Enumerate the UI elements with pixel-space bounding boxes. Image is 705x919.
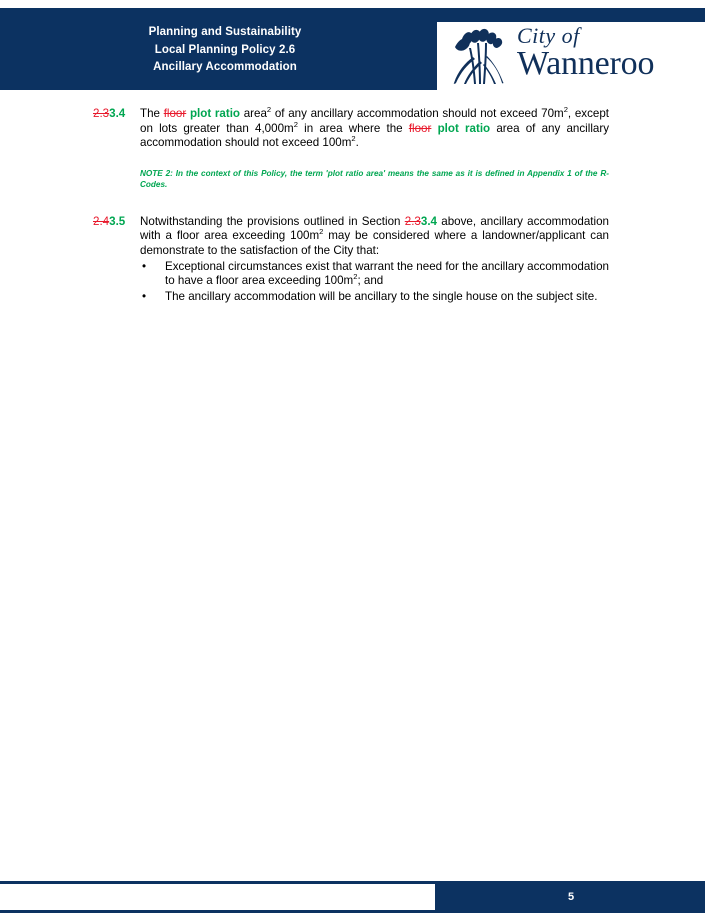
clause-3-5-number-deleted: 2.4	[93, 214, 110, 228]
clause-3-4-number-inserted: 3.4	[109, 107, 126, 120]
document-content	[0, 90, 705, 304]
clause-3-4-text-2: area	[240, 107, 267, 120]
clause-3-4-text-1: The	[140, 107, 164, 120]
clause-3-5-text-1: Notwithstanding the provisions outlined in Section	[140, 214, 405, 228]
footer-left-white-box	[0, 884, 437, 910]
bullet-2-text-1: The ancillary accommodation will be ancillary to the single house on the subject site.	[165, 289, 598, 303]
logo-wordmark	[517, 24, 654, 82]
list-item	[140, 260, 609, 289]
clause-3-4-superscript-1: 2	[266, 105, 272, 115]
clause-3-4-body	[140, 107, 609, 151]
clause-3-4-superscript-3: 2	[293, 119, 298, 129]
clause-3-5-number	[93, 215, 139, 230]
bullet-1-text-1: Exceptional circumstances exist that warrant the need for the ancillary accommodation to have a floor area exceeding 100m	[165, 259, 609, 288]
clause-3-4-number-deleted: 2.3	[93, 107, 110, 120]
clause-3-4-superscript-2: 2	[563, 105, 568, 115]
logo-inner	[449, 24, 705, 88]
clause-3-5-text-3: may be considered where a landowner/applicant can demonstrate to the satisfaction of the City that:	[140, 229, 609, 257]
clause-3-5-superscript-1: 2	[319, 227, 324, 237]
clause-3-5-bullet-list	[140, 260, 609, 305]
clause-3-4-number	[93, 107, 139, 122]
clause-3-5-body	[140, 215, 609, 259]
clause-3-4-text-6: area of any ancillary accommodation should not exceed 100m	[140, 121, 610, 150]
clause-3-4-inserted-plot-ratio-2: plot ratio	[431, 121, 491, 135]
city-of-wanneroo-logo	[437, 22, 705, 90]
bullet-1-superscript: 2	[353, 272, 358, 282]
logo-city-of-text: City of	[517, 23, 580, 48]
clause-3-4-superscript-4: 2	[351, 134, 356, 144]
clause-3-4-text-5: in area where the	[297, 121, 409, 135]
clause-3-5-inline-inserted-ref: 3.4	[420, 214, 437, 228]
logo-wanneroo-text: Wanneroo	[517, 45, 655, 82]
list-item	[140, 290, 609, 305]
clause-3-5-paragraph	[140, 215, 609, 259]
clause-3-4-deleted-floor-2: floor	[408, 121, 432, 135]
header-title-line-1: Planning and Sustainability	[148, 26, 302, 38]
clause-3-4-deleted-floor-1: floor	[163, 107, 187, 120]
clause-3-4	[0, 107, 705, 151]
clause-3-4-text-3: of any ancillary accommodation should not exceed 70m	[271, 107, 564, 120]
bullet-dot-icon: •	[142, 259, 147, 273]
page-footer	[0, 876, 705, 919]
clause-3-4-text-4: , except on lots greater than 4,000m	[140, 107, 609, 135]
note-2: NOTE 2: In the context of this Policy, the term 'plot ratio area' means the same as it is defined in Appendix 1 of the R-Codes.	[140, 168, 609, 190]
header-title-line-2: Local Planning Policy 2.6	[154, 43, 296, 56]
bullet-1-text-2: ; and	[357, 274, 384, 288]
kangaroo-paw-plant-icon	[449, 27, 511, 85]
bullet-dot-icon: •	[142, 289, 147, 303]
page-header-band	[0, 8, 705, 90]
clause-3-4-text-7: .	[355, 136, 359, 150]
footer-page-number: 5	[567, 891, 575, 903]
clause-3-5-number-inserted: 3.5	[109, 214, 126, 228]
clause-3-5	[0, 215, 705, 259]
clause-3-5-text-2: above, ancillary accommodation with a floor area exceeding 100m	[140, 214, 609, 243]
header-title-line-3: Ancillary Accommodation	[153, 61, 297, 73]
clause-3-4-inserted-plot-ratio-1: plot ratio	[186, 107, 241, 120]
header-title-block	[60, 24, 390, 77]
clause-3-4-paragraph	[140, 107, 609, 151]
clause-3-5-inline-deleted-ref: 2.3	[404, 214, 421, 228]
